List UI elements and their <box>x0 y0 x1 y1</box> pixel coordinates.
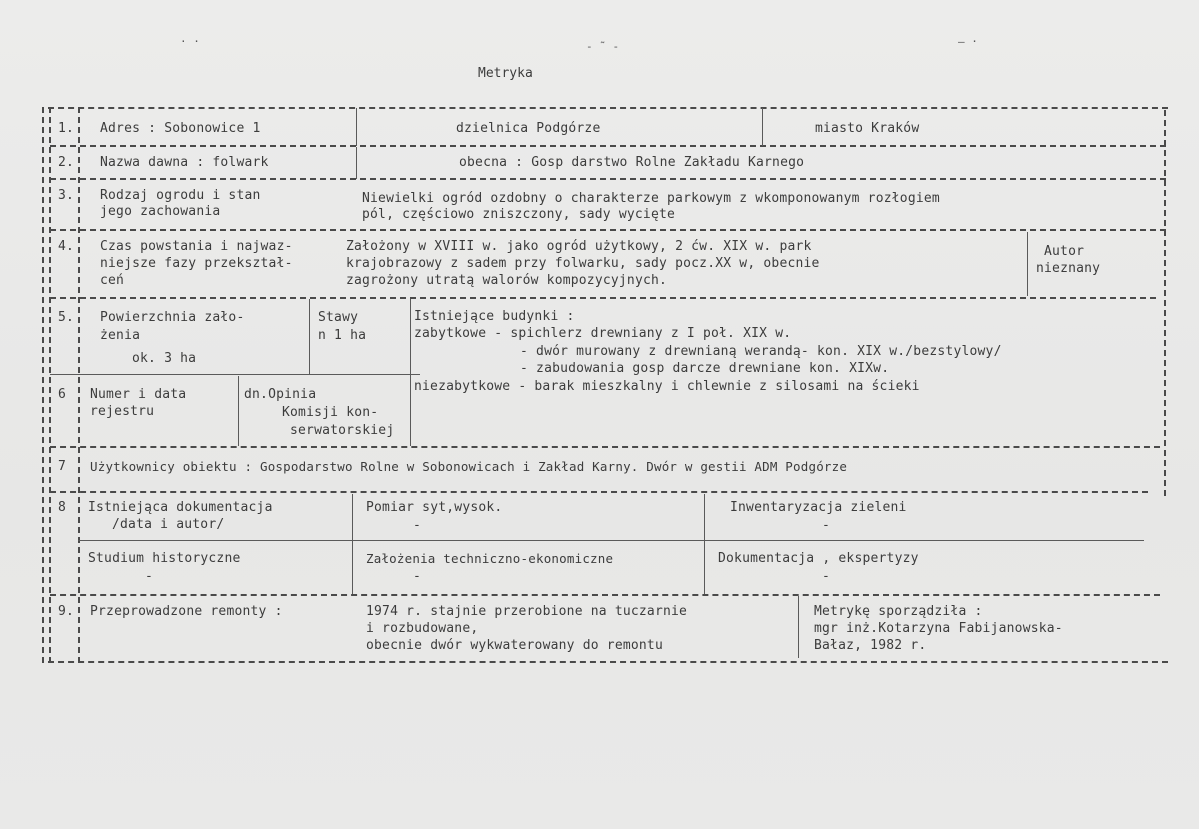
garden-type-value: pól, częściowo zniszczony, sady wycięte <box>362 207 676 222</box>
expertise-label: Dokumentacja , ekspertyzy <box>718 551 919 566</box>
expertise-value: - <box>822 569 831 584</box>
row-number: 1. <box>58 121 75 136</box>
survey-label: Pomiar syt,wysok. <box>366 500 503 515</box>
column-separator <box>356 147 357 179</box>
scan-speck: — · <box>958 35 978 48</box>
area-value: ok. 3 ha <box>132 351 197 366</box>
row-number: 7 <box>58 459 67 474</box>
row-separator <box>50 594 1160 596</box>
scan-speck: - ˜ - <box>586 40 620 53</box>
column-separator <box>410 299 411 446</box>
page-title: Metryka <box>478 66 533 81</box>
scan-speck: · · <box>180 35 200 48</box>
row-separator <box>50 178 1166 180</box>
garden-type-label: jego zachowania <box>100 204 221 219</box>
history-value: krajobrazowy z sadem przy folwarku, sady pocz.XX w, obecnie <box>346 256 820 271</box>
district-field: dzielnica Podgórze <box>456 121 601 136</box>
current-name-field: obecna : Gosp darstwo Rolne Zakładu Karnego <box>459 155 805 170</box>
area-label: Powierzchnia zało- <box>100 310 245 325</box>
table-border-left <box>49 107 51 663</box>
buildings-value: niezabytkowe - barak mieszkalny i chlewnie z silosami na ścieki <box>414 379 920 394</box>
buildings-value: - zabudowania gosp darcze drewniane kon. XIXw. <box>520 361 890 376</box>
users-value: Użytkownicy obiektu : Gospodarstwo Rolne w Sobonowicach i Zakład Karny. Dwór w gestii ADM Podgórze <box>90 459 848 474</box>
column-separator <box>798 596 799 658</box>
author-value: Autor <box>1044 244 1085 259</box>
row-separator <box>50 145 1166 147</box>
table-border-left-outer <box>42 107 44 663</box>
row-number: 5. <box>58 310 75 325</box>
prepared-by: Bałaz, 1982 r. <box>814 638 927 653</box>
repairs-value: i rozbudowane, <box>366 621 479 636</box>
row-separator <box>50 446 1160 448</box>
number-column-line <box>78 107 80 663</box>
opinion-label: serwatorskiej <box>290 423 395 438</box>
opinion-label: Komisji kon- <box>282 405 379 420</box>
history-value: zagrożony utratą walorów kompozycyjnych. <box>346 273 668 288</box>
row-separator <box>50 229 1166 231</box>
history-study-label: Studium historyczne <box>88 551 241 566</box>
column-separator <box>762 108 763 146</box>
row-separator <box>50 374 420 375</box>
column-separator <box>356 108 357 146</box>
documentation-label: Istniejąca dokumentacja <box>88 500 273 515</box>
history-study-value: - <box>145 569 154 584</box>
opinion-label: dn.Opinia <box>244 387 317 402</box>
row-number: 6 <box>58 387 67 402</box>
row-number: 4. <box>58 239 75 254</box>
row-separator <box>78 540 1144 541</box>
row-number: 2. <box>58 155 75 170</box>
documentation-label: /data i autor/ <box>112 517 225 532</box>
ponds-value: n 1 ha <box>318 328 367 343</box>
city-field: miasto Kraków <box>815 121 920 136</box>
column-separator <box>238 376 239 446</box>
area-label: żenia <box>100 328 141 343</box>
column-separator <box>352 494 353 594</box>
column-separator <box>1027 232 1028 296</box>
survey-value: - <box>413 518 422 533</box>
repairs-label: Przeprowadzone remonty : <box>90 604 283 619</box>
technical-label: Założenia techniczno-ekonomiczne <box>366 551 614 566</box>
greenery-value: - <box>822 518 831 533</box>
prepared-by: Metrykę sporządziła : <box>814 604 983 619</box>
repairs-value: 1974 r. stajnie przerobione na tuczarnie <box>366 604 688 619</box>
technical-value: - <box>413 569 422 584</box>
row-separator <box>50 491 1148 493</box>
row-number: 3. <box>58 188 75 203</box>
former-name-field: Nazwa dawna : folwark <box>100 155 269 170</box>
table-border-right <box>1164 110 1166 496</box>
register-label: Numer i data <box>90 387 187 402</box>
table-border-top <box>48 107 1168 109</box>
prepared-by: mgr inż.Kotarzyna Fabijanowska- <box>814 621 1063 636</box>
row-number: 8 <box>58 500 67 515</box>
table-border-bottom <box>48 661 1168 663</box>
history-value: Założony w XVIII w. jako ogród użytkowy, 2 ćw. XIX w. park <box>346 239 812 254</box>
row-number: 9. <box>58 604 75 619</box>
column-separator <box>309 299 310 374</box>
buildings-label: Istniejące budynki : <box>414 309 575 324</box>
garden-type-label: Rodzaj ogrodu i stan <box>100 188 261 203</box>
history-label: niejsze fazy przekształ- <box>100 256 293 271</box>
buildings-value: - dwór murowany z drewnianą werandą- kon. XIX w./bezstylowy/ <box>520 344 1002 359</box>
history-label: Czas powstania i najwaz- <box>100 239 293 254</box>
ponds-label: Stawy <box>318 310 359 325</box>
greenery-label: Inwentaryzacja zieleni <box>730 500 907 515</box>
column-separator <box>704 494 705 594</box>
buildings-value: zabytkowe - spichlerz drewniany z I poł. XIX w. <box>414 326 792 341</box>
history-label: ceń <box>100 273 125 288</box>
repairs-value: obecnie dwór wykwaterowany do remontu <box>366 638 663 653</box>
garden-type-value: Niewielki ogród ozdobny o charakterze parkowym z wkomponowanym rozłogiem <box>362 191 940 206</box>
row-separator <box>50 297 1156 299</box>
author-value: nieznany <box>1036 261 1101 276</box>
address-field: Adres : Sobonowice 1 <box>100 121 261 136</box>
register-label: rejestru <box>90 404 155 419</box>
